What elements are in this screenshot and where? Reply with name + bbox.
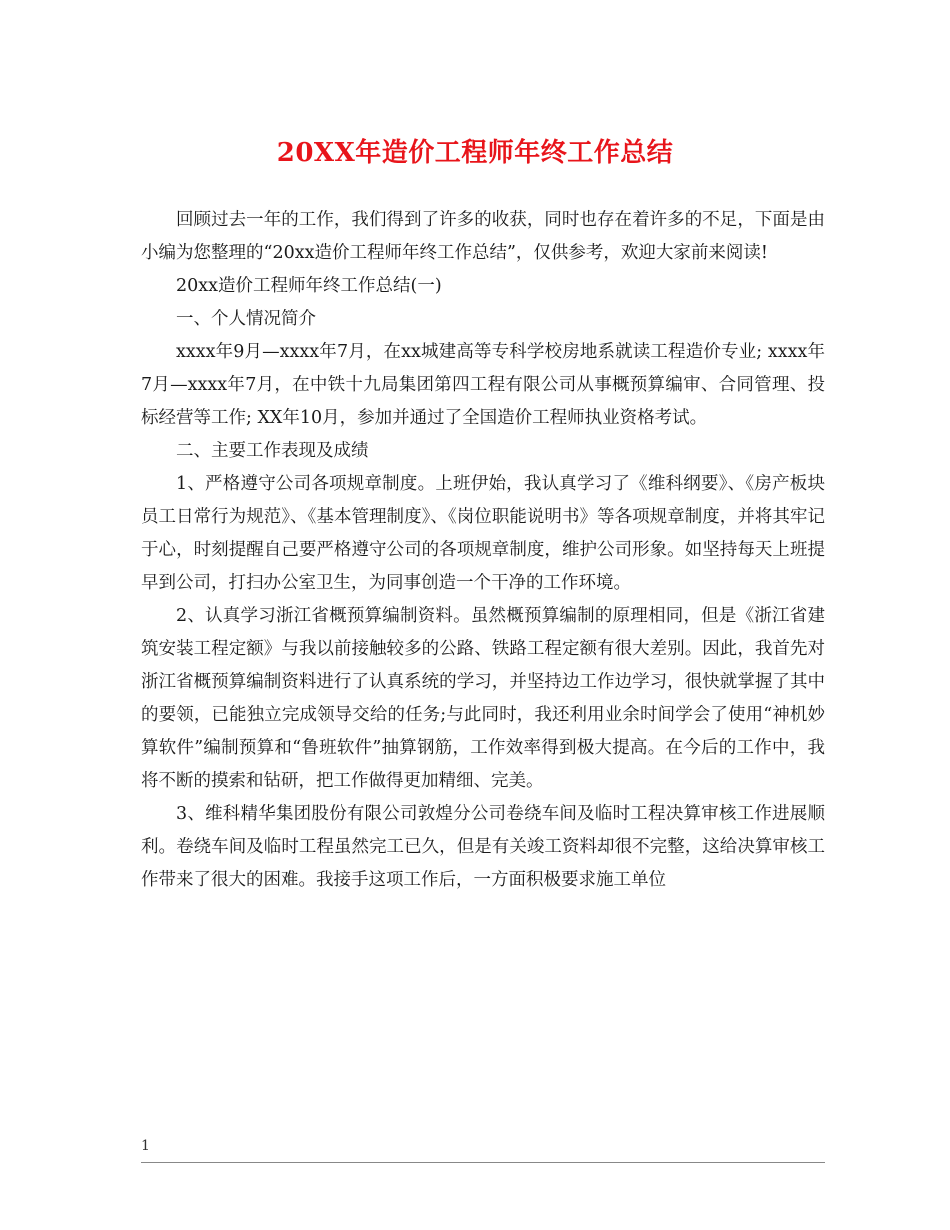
section-heading: 20xx造价工程师年终工作总结(一) xyxy=(176,276,442,296)
body-paragraph: 3、维科精华集团股份有限公司敦煌分公司卷绕车间及临时工程决算审核工作进展顺利。卷绕车间及临时工程虽然完工已久，但是有关竣工资料却很不完整，这给决算审核工作带来了很大的困难。我接手这项工作后，一方面积极要求施工单位 xyxy=(141,804,825,890)
document-title: 20XX年造价工程师年终工作总结 xyxy=(276,138,674,168)
intro-paragraph: 回顾过去一年的工作，我们得到了许多的收获，同时也存在着许多的不足，下面是由小编为您整理的“20xx造价工程师年终工作总结”，仅供参考，欢迎大家前来阅读! xyxy=(141,210,825,263)
body-paragraph: 1、严格遵守公司各项规章制度。上班伊始，我认真学习了《维科纲要》、《房产板块员工日常行为规范》、《基本管理制度》、《岗位职能说明书》等各项规章制度，并将其牢记于心，时刻提醒自己要严格遵守公司的各项规章制度，维护公司形象。如坚持每天上班提早到公司，打扫办公室卫生，为同事创造一个干净的工作环境。 xyxy=(141,474,825,593)
page-number: 1 xyxy=(141,1138,150,1154)
body-paragraph: xxxx年9月—xxxx年7月，在xx城建高等专科学校房地系就读工程造价专业; xxxx年7月—xxxx年7月，在中铁十九局集团第四工程有限公司从事概预算编审、合同管理、投标经营等工作; XX年10月，参加并通过了全国造价工程师执业资格考试。 xyxy=(141,342,825,428)
subsection-heading: 一、个人情况简介 xyxy=(176,309,316,329)
body-paragraph: 2、认真学习浙江省概预算编制资料。虽然概预算编制的原理相同，但是《浙江省建筑安装工程定额》与我以前接触较多的公路、铁路工程定额有很大差别。因此，我首先对浙江省概预算编制资料进行了认真系统的学习，并坚持边工作边学习，很快就掌握了其中的要领，已能独立完成领导交给的任务;与此同时，我还利用业余时间学会了使用“神机妙算软件”编制预算和“鲁班软件”抽算钢筋，工作效率得到极大提高。在今后的工作中，我将不断的摸索和钻研，把工作做得更加精细、完美。 xyxy=(141,606,825,791)
document-body xyxy=(141,204,825,897)
subsection-heading: 二、主要工作表现及成绩 xyxy=(176,441,369,461)
footer-divider xyxy=(141,1162,825,1163)
